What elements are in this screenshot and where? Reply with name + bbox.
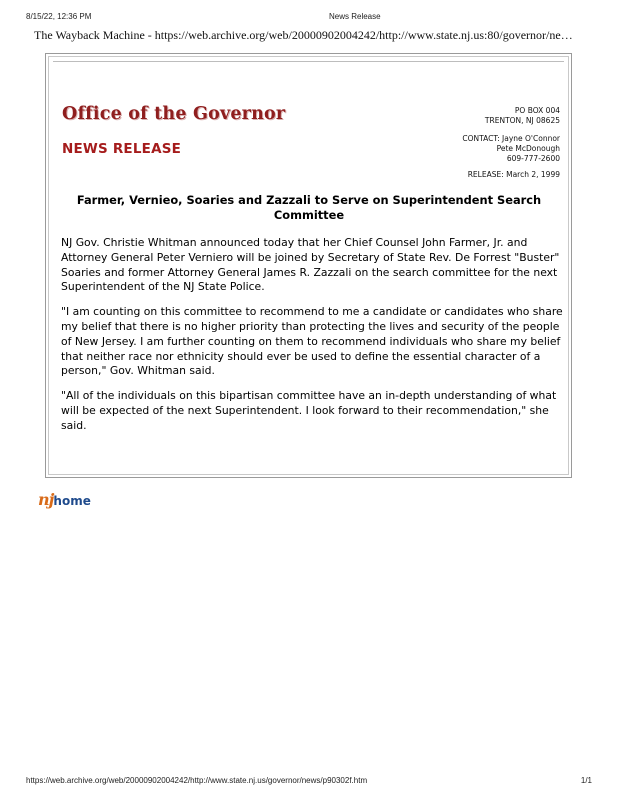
frame-divider (53, 61, 564, 62)
news-release-label: NEWS RELEASE (62, 141, 182, 157)
contact-line: 609-777-2600 (506, 154, 560, 163)
home-link-text: home (53, 494, 91, 508)
contact-block (462, 134, 560, 164)
mailing-address (485, 106, 560, 126)
footer-url: https://web.archive.org/web/20000902004242/http://www.state.nj.us/governor/news/p90302f.htm (26, 776, 368, 785)
print-page-title: News Release (329, 12, 381, 21)
nj-logo-text: nj (38, 490, 54, 509)
address-line: TRENTON, NJ 08625 (484, 116, 560, 125)
headline: Farmer, Vernieo, Soaries and Zazzali to Serve on Superintendent Search Committee (76, 193, 542, 222)
print-timestamp: 8/15/22, 12:36 PM (26, 12, 92, 21)
release-body (61, 236, 566, 444)
address-line: PO BOX 004 (514, 106, 560, 115)
release-date: RELEASE: March 2, 1999 (467, 170, 560, 179)
body-paragraph: NJ Gov. Christie Whitman announced today that her Chief Counsel John Farmer, Jr. and Attorney General Peter Verniero will be joined by Secretary of State Rev. De Forrest "Buster" Soaries and former Attorney General James R. Zazzali on the search committee for the next Superintendent of the NJ State Police. (61, 236, 560, 294)
body-paragraph: "I am counting on this committee to recommend to me a candidate or candidates who share my belief that there is no higher priority than protecting the lives and security of the people of New Jersey. I am further counting on them to recommend individuals who share my belief that neither race nor ethnicity should ever be used to define the essential character of a person," Gov. Whitman said. (61, 305, 563, 378)
wayback-title: The Wayback Machine - https://web.archive.org/web/20000902004242/http://www.state.nj.us:80/governor/ne… (34, 28, 573, 42)
contact-line: Pete McDonough (496, 144, 560, 153)
office-of-the-governor-title: Office of the Governor (62, 104, 286, 124)
nj-home-link[interactable] (38, 490, 91, 509)
page-number: 1/1 (580, 776, 592, 785)
contact-line: CONTACT: Jayne O'Connor (462, 134, 560, 143)
body-paragraph: "All of the individuals on this bipartisan committee have an in-depth understanding of what will be expected of the next Superintendent. I look forward to their recommendation," she said. (61, 389, 557, 432)
